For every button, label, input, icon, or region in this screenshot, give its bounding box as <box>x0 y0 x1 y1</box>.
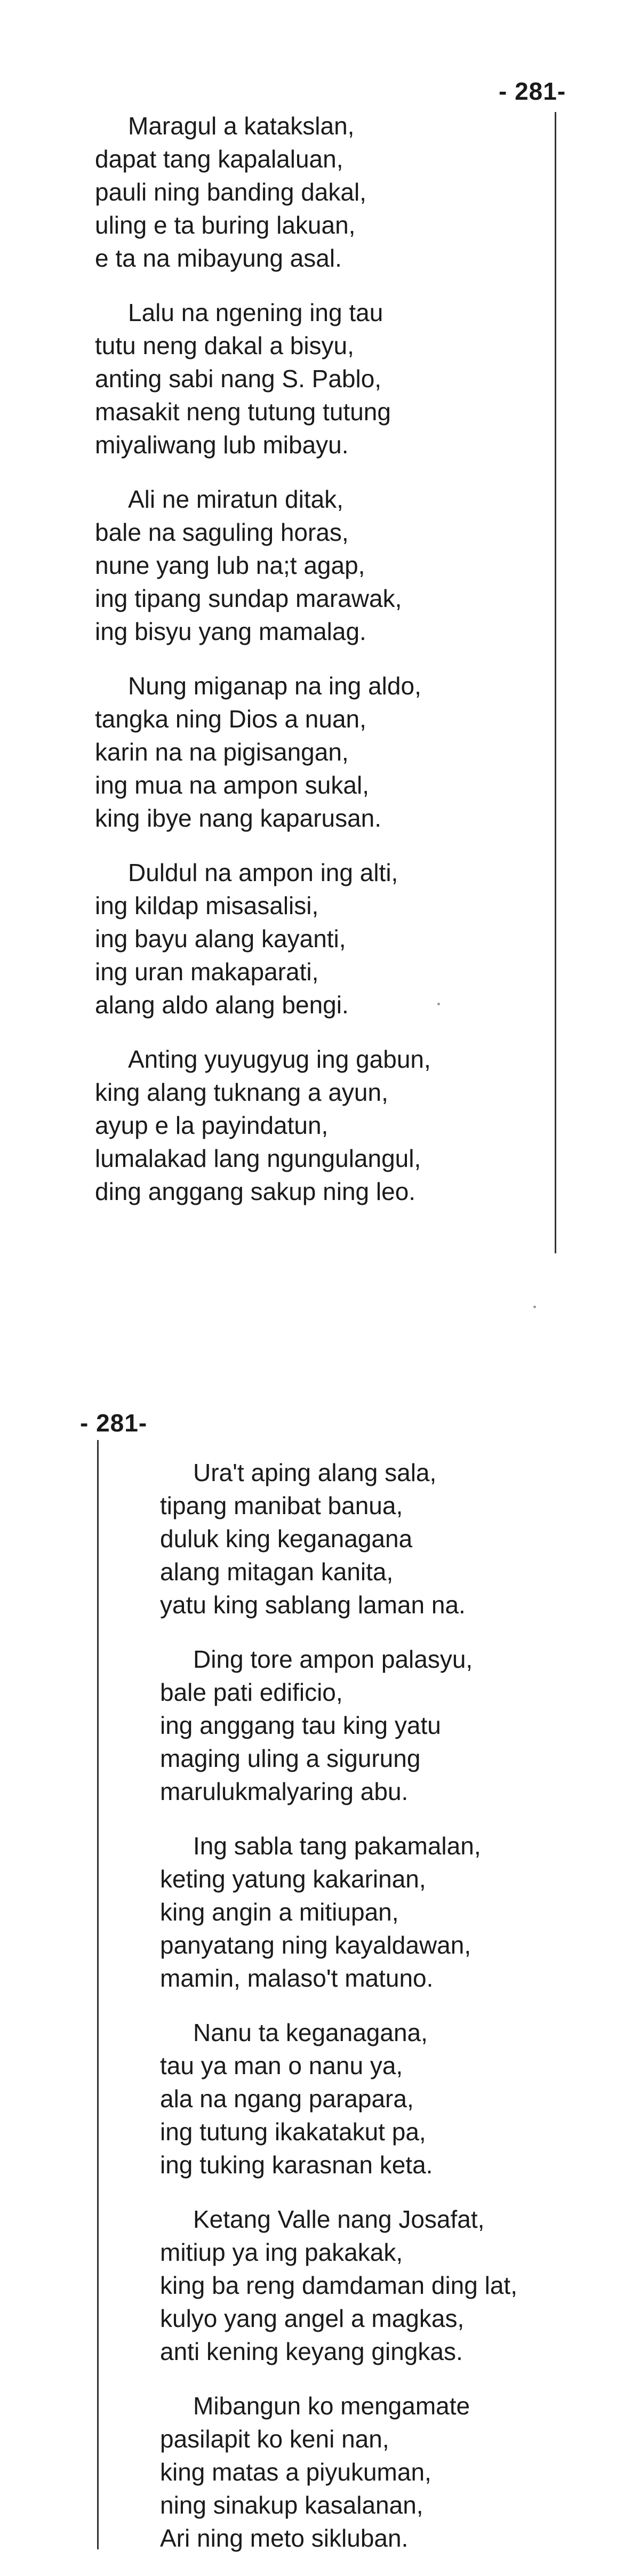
verse-line: dapat tang kapalaluan, <box>95 145 343 173</box>
verse-line: yatu king sablang laman na. <box>160 1591 466 1619</box>
verse-line: king ba reng damdaman ding lat, <box>160 2271 517 2299</box>
verse-line: ing tutung ikakatakut pa, <box>160 2118 426 2146</box>
stanza <box>160 2389 619 2555</box>
verse-line: pauli ning banding dakal, <box>95 178 366 206</box>
verse-line: ayup e la payindatun, <box>95 1111 329 1139</box>
stanza <box>95 856 548 1021</box>
verse-line: alang aldo alang bengi. <box>95 991 349 1019</box>
verse-line: ing tuking karasnan keta. <box>160 2151 433 2179</box>
poem-text <box>160 1456 619 2576</box>
verse-line: anti kening keyang gingkas. <box>160 2338 463 2365</box>
verse-line: king ibye nang kaparusan. <box>95 804 382 832</box>
verse-line: Ari ning meto sikluban. <box>160 2524 409 2552</box>
verse-line: nune yang lub na;t agap, <box>95 551 365 579</box>
verse-line: lumalakad lang ngungulangul, <box>95 1145 421 1172</box>
verse-line: kulyo yang angel a magkas, <box>160 2305 465 2332</box>
verse-line: ing kildap misasalisi, <box>95 892 319 919</box>
verse-line: Ding tore ampon palasyu, <box>193 1645 473 1673</box>
verse-line: alang mitagan kanita, <box>160 1558 394 1586</box>
stanza <box>160 2016 619 2181</box>
stanza <box>95 296 548 461</box>
verse-line: king matas a piyukuman, <box>160 2458 431 2486</box>
verse-line: king angin a mitiupan, <box>160 1898 399 1926</box>
stanza <box>95 669 548 835</box>
verse-line: ala na ngang parapara, <box>160 2085 414 2113</box>
verse-line: ding anggang sakup ning leo. <box>95 1178 416 1205</box>
verse-line: tangka ning Dios a nuan, <box>95 705 366 733</box>
verse-line: Nung miganap na ing aldo, <box>128 672 421 700</box>
verse-line: miyaliwang lub mibayu. <box>95 431 349 459</box>
page-top <box>0 0 640 1280</box>
verse-line: tau ya man o nanu ya, <box>160 2052 403 2079</box>
verse-line: tutu neng dakal a bisyu, <box>95 332 354 359</box>
verse-line: tipang manibat banua, <box>160 1492 403 1519</box>
stanza <box>95 1043 548 1208</box>
page-bottom <box>0 1280 640 2560</box>
verse-line: bale pati edificio, <box>160 1678 343 1706</box>
stanza <box>160 1643 619 1808</box>
verse-line: ning sinakup kasalanan, <box>160 2491 423 2519</box>
verse-line: maging uling a sigurung <box>160 1745 421 1772</box>
verse-line: Lalu na ngening ing tau <box>128 299 383 326</box>
verse-line: Nanu ta keganagana, <box>193 2019 428 2046</box>
verse-line: Duldul na ampon ing alti, <box>128 859 398 886</box>
verse-line: panyatang ning kayaldawan, <box>160 1931 471 1959</box>
verse-line: ing mua na ampon sukal, <box>95 771 369 799</box>
stanza <box>160 2203 619 2368</box>
verse-line: Ing sabla tang pakamalan, <box>193 1832 481 1860</box>
vertical-rule <box>97 1440 99 2549</box>
verse-line: ing anggang tau king yatu <box>160 1711 441 1739</box>
verse-line: Maragul a katakslan, <box>128 112 355 140</box>
verse-line: duluk king keganagana <box>160 1525 413 1553</box>
page-number: - 281- <box>499 77 566 105</box>
verse-line: Ura't aping alang sala, <box>193 1459 437 1486</box>
verse-line: uling e ta buring lakuan, <box>95 211 356 239</box>
verse-line: masakit neng tutung tutung <box>95 398 391 426</box>
stanza <box>160 1456 619 1621</box>
scan-speck <box>533 1306 536 1308</box>
verse-line: mamin, malaso't matuno. <box>160 1964 434 1992</box>
verse-line: Anting yuyugyug ing gabun, <box>128 1045 431 1073</box>
stanza <box>95 483 548 648</box>
verse-line: karin na na pigisangan, <box>95 738 349 766</box>
page-number: - 281- <box>80 1409 148 1437</box>
verse-line: Ketang Valle nang Josafat, <box>193 2205 485 2233</box>
verse-line: marulukmalyaring abu. <box>160 1778 409 1805</box>
verse-line: ing tipang sundap marawak, <box>95 585 402 612</box>
poem-text <box>95 109 548 1229</box>
verse-line: mitiup ya ing pakakak, <box>160 2238 403 2266</box>
verse-line: ing uran makaparati, <box>95 958 319 986</box>
verse-line: e ta na mibayung asal. <box>95 244 342 272</box>
stanza <box>95 109 548 275</box>
verse-line: anting sabi nang S. Pablo, <box>95 365 382 393</box>
verse-line: king alang tuknang a ayun, <box>95 1078 388 1106</box>
verse-line: ing bisyu yang mamalag. <box>95 618 366 645</box>
verse-line: Ali ne miratun ditak, <box>128 485 343 513</box>
verse-line: bale na saguling horas, <box>95 518 349 546</box>
verse-line: keting yatung kakarinan, <box>160 1865 426 1893</box>
verse-line: pasilapit ko keni nan, <box>160 2425 389 2453</box>
verse-line: Mibangun ko mengamate <box>193 2392 470 2420</box>
vertical-rule <box>555 112 556 1253</box>
verse-line: ing bayu alang kayanti, <box>95 925 346 953</box>
stanza <box>160 1829 619 1995</box>
